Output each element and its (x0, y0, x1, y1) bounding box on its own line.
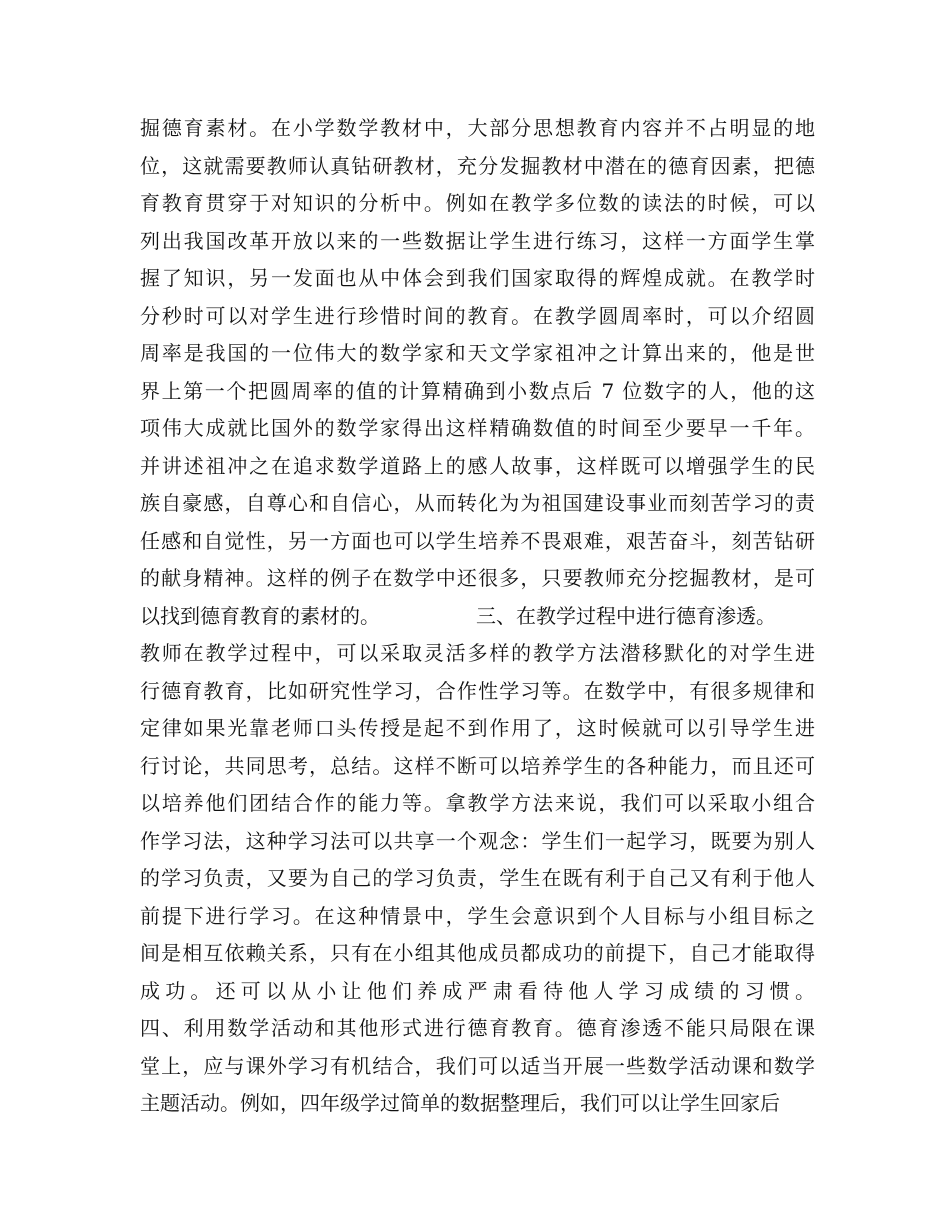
section-heading-3: 三、在教学过程中进行德育渗透。 (476, 603, 776, 628)
text-line: 前提下进行学习。在这种情景中，学生会意识到个人目标与小组目标之 (140, 903, 815, 928)
text-line: 间是相互依赖关系，只有在小组其他成员都成功的前提下，自己才能取得 (140, 941, 815, 965)
paragraph-end-text: 以找到德育教育的素材的。 (140, 603, 380, 628)
text-line: 成功。还可以从小让他们养成严肃看待他人学习成绩的习惯。 (140, 978, 815, 1003)
text-line: 列出我国改革开放以来的一些数据让学生进行练习，这样一方面学生掌 (140, 228, 815, 253)
text-line: 族自豪感，自尊心和自信心，从而转化为为祖国建设事业而刻苦学习的责 (140, 491, 815, 515)
text-line-split (140, 598, 815, 636)
text-line: 任感和自觉性，另一方面也可以学生培养不畏艰难，艰苦奋斗，刻苦钻研 (140, 528, 815, 553)
text-line: 的献身精神。这样的例子在数学中还很多，只要教师充分挖掘教材，是可 (140, 566, 815, 590)
text-line: 主题活动。例如，四年级学过简单的数据整理后，我们可以让学生回家后 (140, 1091, 780, 1115)
text-line: 掘德育素材。在小学数学教材中，大部分思想教育内容并不占明显的地 (140, 116, 815, 140)
text-line: 堂上，应与课外学习有机结合，我们可以适当开展一些数学活动课和数学 (140, 1053, 815, 1078)
text-line: 界上第一个把圆周率的值的计算精确到小数点后 7 位数字的人，他的这 (140, 378, 815, 403)
text-line: 育教育贯穿于对知识的分析中。例如在教学多位数的读法的时候，可以 (140, 191, 815, 215)
text-line: 并讲述祖冲之在追求数学道路上的感人故事，这样既可以增强学生的民 (140, 453, 815, 478)
text-line: 以培养他们团结合作的能力等。拿教学方法来说，我们可以采取小组合 (140, 791, 815, 815)
text-line: 行讨论，共同思考，总结。这样不断可以培养学生的各种能力，而且还可 (140, 753, 815, 778)
text-line: 教师在教学过程中，可以采取灵活多样的教学方法潜移默化的对学生进 (140, 641, 815, 665)
text-line: 位，这就需要教师认真钻研教材，充分发掘教材中潜在的德育因素，把德 (140, 153, 815, 178)
text-line: 握了知识，另一发面也从中体会到我们国家取得的辉煌成就。在教学时 (140, 266, 815, 290)
body-text (140, 110, 815, 1123)
text-line: 定律如果光靠老师口头传授是起不到作用了，这时候就可以引导学生进 (140, 716, 815, 740)
text-line: 分秒时可以对学生进行珍惜时间的教育。在教学圆周率时，可以介绍圆 (140, 303, 815, 328)
text-line: 的学习负责，又要为自己的学习负责，学生在既有利于自己又有利于他人 (140, 866, 815, 890)
text-line: 作学习法，这种学习法可以共享一个观念：学生们一起学习，既要为别人 (140, 828, 815, 853)
text-line: 行德育教育，比如研究性学习，合作性学习等。在数学中，有很多规律和 (140, 678, 815, 703)
text-line: 周率是我国的一位伟大的数学家和天文学家祖冲之计算出来的，他是世 (140, 341, 815, 365)
section-heading-4-line: 四、利用数学活动和其他形式进行德育教育。德育渗透不能只局限在课 (140, 1016, 815, 1040)
text-line: 项伟大成就比国外的数学家得出这样精确数值的时间至少要早一千年。 (140, 416, 815, 440)
